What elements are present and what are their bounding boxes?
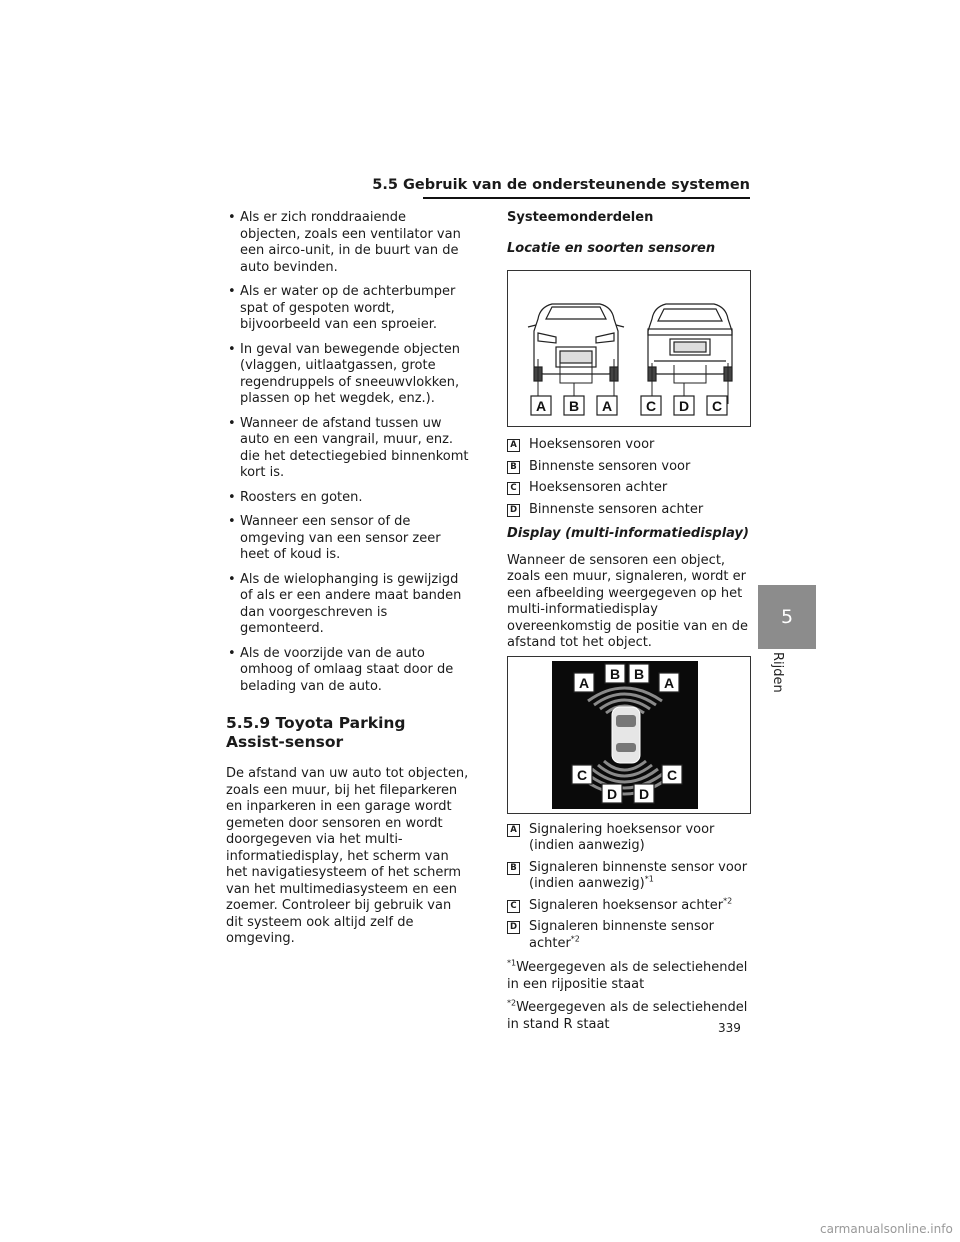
list-item: • Wanneer de afstand tussen uw auto en een vangrail, muur, enz. die het detectiegebied binnenkomt kort is. bbox=[226, 416, 470, 482]
section-title-line-2: Assist-sensor bbox=[226, 733, 344, 751]
legend-text: Signaleren hoeksensor achter bbox=[529, 897, 724, 913]
legend-item bbox=[507, 919, 751, 952]
fig1-label: D bbox=[678, 398, 690, 414]
list-item: • Als de voorzijde van de auto omhoog of omlaag staat door de belading van de auto. bbox=[226, 646, 470, 696]
page-number: 339 bbox=[718, 1021, 741, 1035]
fig1-label: A bbox=[601, 398, 613, 414]
left-column bbox=[226, 210, 470, 948]
footnote-ref: *2 bbox=[723, 896, 733, 906]
sensor-legend bbox=[507, 437, 751, 518]
footnote-ref: *2 bbox=[570, 934, 580, 944]
car-front-rear-illustration bbox=[508, 271, 750, 426]
display-figure bbox=[507, 656, 751, 814]
fig1-label: C bbox=[645, 398, 657, 414]
multi-info-display-illustration bbox=[508, 657, 750, 813]
chapter-label: Rijden bbox=[770, 652, 785, 693]
fig2-label: C bbox=[576, 766, 588, 783]
legend-text: Hoeksensoren achter bbox=[529, 480, 668, 495]
section-header: 5.5 Gebruik van de ondersteunende systemen bbox=[372, 177, 750, 193]
list-item: • In geval van bewegende objecten (vlaggen, uitlaatgassen, grote regendruppels of sneeuwvlokken, plassen op het wegdek, enz.). bbox=[226, 342, 470, 408]
fig2-label: D bbox=[638, 785, 650, 802]
footnote-2 bbox=[507, 1000, 751, 1033]
legend-text: Binnenste sensoren voor bbox=[529, 458, 691, 474]
list-item: • Als de wielophanging is gewijzigd of als er een andere maat banden dan voorgeschreven is gemonteerd. bbox=[226, 572, 470, 638]
footnote-ref: *1 bbox=[644, 874, 654, 884]
fig1-label: A bbox=[535, 398, 547, 414]
fig2-label: A bbox=[578, 674, 590, 691]
legend-key: C bbox=[507, 900, 520, 913]
display-description: Wanneer de sensoren een object, zoals een muur, signaleren, wordt er een afbeelding weergegeven op het multi-informatiedisplay overeenkomstig de positie van en de afstand tot het object. bbox=[507, 552, 748, 650]
list-item: • Roosters en goten. bbox=[226, 490, 470, 507]
right-column bbox=[507, 210, 751, 1040]
list-item: • Als er zich ronddraaiende objecten, zoals een ventilator van een airco-unit, in de buurt van de auto bevinden. bbox=[226, 210, 470, 276]
footnote-text: Weergegeven als de selectiehendel in stand R staat bbox=[507, 1000, 748, 1032]
legend-key: D bbox=[507, 504, 520, 517]
footnote-mark: *1 bbox=[507, 958, 517, 968]
car-top-view bbox=[612, 707, 640, 763]
section-title bbox=[226, 714, 470, 752]
intro-paragraph: De afstand van uw auto tot objecten, zoals een muur, bij het fileparkeren en inparkeren in een garage wordt gemeten door sensoren en wordt doorgegeven via het multi-informatiedisplay, het scherm van het navigatiesysteem of het scherm van het multimediasysteem en een zoemer. Controleer bij gebruik van dit systeem ook altijd zelf de omgeving. bbox=[226, 766, 469, 946]
condition-list bbox=[226, 210, 470, 695]
display-legend bbox=[507, 822, 751, 953]
subsection-heading: Systeemonderdelen bbox=[507, 210, 654, 225]
display-heading: Display (multi-informatiedisplay) bbox=[507, 526, 749, 541]
footnote-mark: *2 bbox=[507, 998, 517, 1008]
fig2-label: A bbox=[663, 674, 675, 691]
sensor-location-heading: Locatie en soorten sensoren bbox=[507, 240, 716, 256]
list-item: • Wanneer een sensor of de omgeving van een sensor zeer heet of koud is. bbox=[226, 514, 470, 564]
car-rear-view bbox=[648, 304, 732, 381]
legend-item bbox=[507, 437, 751, 454]
legend-key: A bbox=[507, 439, 520, 452]
legend-text: Signaleren binnenste sensor voor (indien aanwezig) bbox=[529, 859, 748, 891]
legend-key: B bbox=[507, 461, 520, 474]
chapter-tab[interactable] bbox=[758, 585, 816, 649]
legend-text: Hoeksensoren voor bbox=[529, 437, 655, 452]
fig1-label: B bbox=[568, 398, 580, 414]
header-rule bbox=[423, 197, 750, 199]
legend-key: A bbox=[507, 824, 520, 837]
legend-key: C bbox=[507, 482, 520, 495]
fig2-label: D bbox=[606, 785, 618, 802]
sensor-location-figure bbox=[507, 270, 751, 427]
legend-item bbox=[507, 898, 751, 915]
list-item: • Als er water op de achterbumper spat of gespoten wordt, bijvoorbeeld van een sproeier. bbox=[226, 284, 470, 334]
legend-text: Signalering hoeksensor voor (indien aanwezig) bbox=[529, 821, 715, 853]
legend-text: Binnenste sensoren achter bbox=[529, 501, 704, 517]
fig2-label: C bbox=[666, 766, 678, 783]
fig1-label: C bbox=[711, 398, 723, 414]
section-title-line-1: 5.5.9 Toyota Parking bbox=[226, 714, 406, 732]
fig2-label: B bbox=[609, 665, 621, 682]
legend-item bbox=[507, 502, 751, 519]
footnote-1 bbox=[507, 960, 751, 993]
legend-item bbox=[507, 480, 751, 497]
legend-item bbox=[507, 860, 751, 893]
fig2-label: B bbox=[633, 665, 645, 682]
chapter-number: 5 bbox=[780, 606, 794, 628]
footnote-text: Weergegeven als de selectiehendel in een rijpositie staat bbox=[507, 960, 748, 992]
fig1-label-boxes bbox=[531, 396, 727, 415]
legend-item bbox=[507, 822, 751, 855]
car-front-view bbox=[528, 304, 624, 381]
legend-text: Signaleren binnenste sensor achter bbox=[529, 919, 715, 951]
legend-item bbox=[507, 459, 751, 476]
legend-key: D bbox=[507, 921, 520, 934]
legend-key: B bbox=[507, 862, 520, 875]
watermark: carmanualsonline.info bbox=[820, 1222, 953, 1236]
